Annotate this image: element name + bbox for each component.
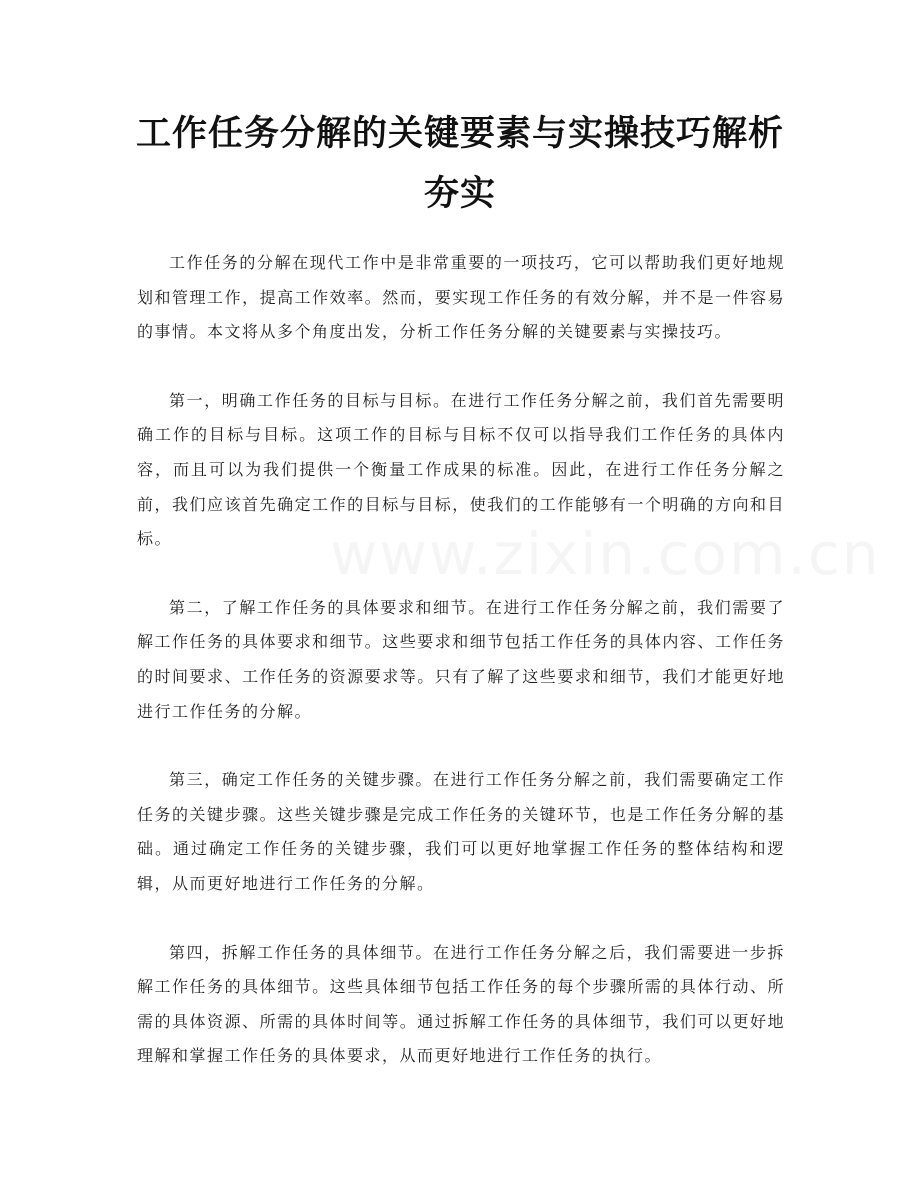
document-title: 工作任务分解的关键要素与实操技巧解析夯实	[135, 114, 784, 214]
document-body	[137, 246, 785, 1108]
paragraph-first: 第一，明确工作任务的目标与目标。在进行工作任务分解之前，我们首先需要明确工作的目标与目标。这项工作的目标与目标不仅可以指导我们工作任务的具体内容，而且可以为我们提供一个衡量工作成果的标准。因此，在进行工作任务分解之前，我们应该首先确定工作的目标与目标，使我们的工作能够有一个明确的方向和目标。	[137, 390, 785, 549]
paragraph-fourth: 第四，拆解工作任务的具体细节。在进行工作任务分解之后，我们需要进一步拆解工作任务的具体细节。这些具体细节包括工作任务的每个步骤所需的具体行动、所需的具体资源、所需的具体时间等。通过拆解工作任务的具体细节，我们可以更好地理解和掌握工作任务的具体要求，从而更好地进行工作任务的执行。	[137, 942, 785, 1066]
watermark-text: www.zixin.com.cn	[330, 520, 881, 588]
paragraph-second: 第二，了解工作任务的具体要求和细节。在进行工作任务分解之前，我们需要了解工作任务的具体要求和细节。这些要求和细节包括工作任务的具体内容、工作任务的时间要求、工作任务的资源要求等。只有了解了这些要求和细节，我们才能更好地进行工作任务的分解。	[137, 597, 785, 721]
paragraph-intro: 工作任务的分解在现代工作中是非常重要的一项技巧，它可以帮助我们更好地规划和管理工作，提高工作效率。然而，要实现工作任务的有效分解，并不是一件容易的事情。本文将从多个角度出发，分析工作任务分解的关键要素与实操技巧。	[137, 253, 785, 342]
paragraph-third: 第三，确定工作任务的关键步骤。在进行工作任务分解之前，我们需要确定工作任务的关键步骤。这些关键步骤是完成工作任务的关键环节，也是工作任务分解的基础。通过确定工作任务的关键步骤，我们可以更好地掌握工作任务的整体结构和逻辑，从而更好地进行工作任务的分解。	[137, 770, 785, 893]
